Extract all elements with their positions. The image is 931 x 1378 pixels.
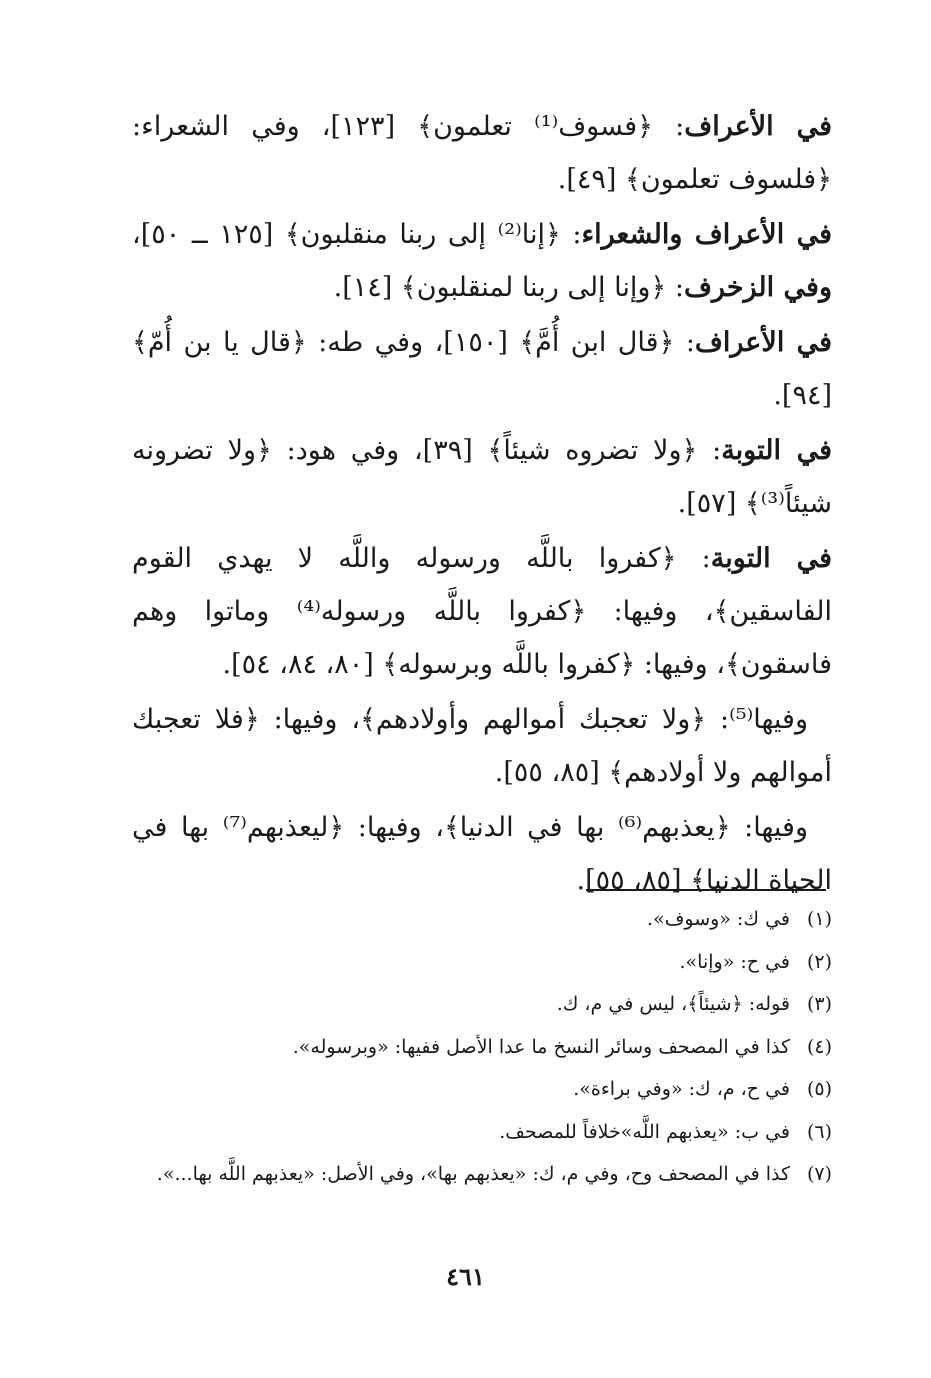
paragraph-text: : ﴿قال ابن أُمَّ﴾ [١٥٠]، وفي طه: ﴿قال يا بن أُمّ﴾ [٩٤]. — [132, 327, 832, 411]
footnotes — [132, 898, 832, 1196]
footnote — [132, 1068, 832, 1111]
paragraph-yuadhibuhum — [132, 801, 832, 907]
footnote-number: (١) — [806, 908, 832, 930]
footnote-separator — [586, 889, 826, 891]
footnote-text: في ك: «وسوف». — [647, 908, 790, 930]
footnote-text: كذا في المصحف وسائر النسخ ما عدا الأصل ففيها: «وبرسوله». — [292, 1035, 790, 1058]
paragraph-lead: في الأعراف — [684, 111, 832, 142]
paragraph-text: : ﴿ولا تضروه شيئاً﴾ [٣٩]، وفي هود: ﴿ولا تضرونه شيئاً⁽³⁾﴾ [٥٧]. — [132, 435, 832, 519]
paragraph-araf-shuara-1 — [132, 100, 832, 206]
paragraph-text: : ﴿كفروا باللَّه ورسوله واللَّه لا يهدي القوم الفاسقين﴾، وفيها: ﴿كفروا باللَّه ورسوله⁽⁴⁾ وماتوا وهم فاسقون﴾، وفيها: ﴿كفروا باللَّه وبرسوله﴾ [٨٠، ٨٤، ٥٤]. — [132, 543, 832, 680]
footnote-number: (٣) — [806, 993, 832, 1015]
paragraph-tujibuk — [132, 693, 832, 799]
footnote-text: في ح، م، ك: «وفي براءة». — [573, 1078, 790, 1100]
footnote-text: كذا في المصحف وح، وفي م، ك: «يعذبهم بها»، وفي الأصل: «يعذبهم اللَّه بها...». — [156, 1163, 790, 1185]
paragraph-lead-2: وفي الزخرف — [683, 272, 832, 303]
paragraph-text-2: : ﴿وإنا إلى ربنا لمنقلبون﴾ [١٤]. — [333, 272, 684, 303]
main-text — [132, 100, 832, 909]
paragraph-text: : ﴿إنا⁽²⁾ إلى ربنا منقلبون﴾ [١٢٥ ــ ٥٠]، — [132, 219, 582, 250]
footnote — [132, 941, 832, 984]
page-number: ٤٦١ — [446, 1262, 485, 1291]
paragraph-text: وفيها⁽⁵⁾: ﴿ولا تعجبك أموالهم وأولادهم﴾، وفيها: ﴿فلا تعجبك أموالهم ولا أولادهم﴾ [٨٥، ٥٥]. — [132, 704, 832, 788]
paragraph-text: : ﴿فسوف⁽¹⁾ تعلمون﴾ [١٢٣]، وفي الشعراء: ﴿فلسوف تعلمون﴾ [٤٩]. — [132, 111, 832, 195]
paragraph-lead: في الأعراف والشعراء — [581, 219, 832, 250]
footnote — [132, 1153, 832, 1196]
footnote-number: (٦) — [806, 1120, 832, 1143]
paragraph-tawba-hud — [132, 424, 832, 530]
footnote-number: (٥) — [806, 1078, 832, 1100]
footnote — [132, 1026, 832, 1069]
paragraph-lead: في الأعراف — [694, 327, 832, 358]
footnote-number: (٤) — [806, 1035, 832, 1058]
paragraph-tawba-kafaru — [132, 532, 832, 691]
footnote — [132, 1111, 832, 1154]
paragraph-araf-shuara-2 — [132, 208, 832, 314]
paragraph-lead: في التوبة — [710, 543, 833, 574]
footnote-text: في ب: «يعذبهم اللَّه»خلافاً للمصحف. — [499, 1120, 790, 1143]
paragraph-lead: في التوبة — [721, 435, 833, 466]
footnote — [132, 898, 832, 941]
footnote-number: (٢) — [806, 950, 832, 973]
footnote-text: في ح: «وإنا». — [679, 950, 790, 973]
paragraph-araf-taha — [132, 316, 832, 422]
footnote-text: قوله: ﴿شيئاً﴾، ليس في م، ك. — [556, 993, 790, 1015]
footnote-number: (٧) — [806, 1163, 832, 1185]
paragraph-text: وفيها: ﴿يعذبهم⁽⁶⁾ بها في الدنيا﴾، وفيها: ﴿ليعذبهم⁽⁷⁾ بها في الحياة الدنيا﴾ [٨٥، ٥٥]. — [132, 812, 832, 896]
footnote — [132, 983, 832, 1026]
